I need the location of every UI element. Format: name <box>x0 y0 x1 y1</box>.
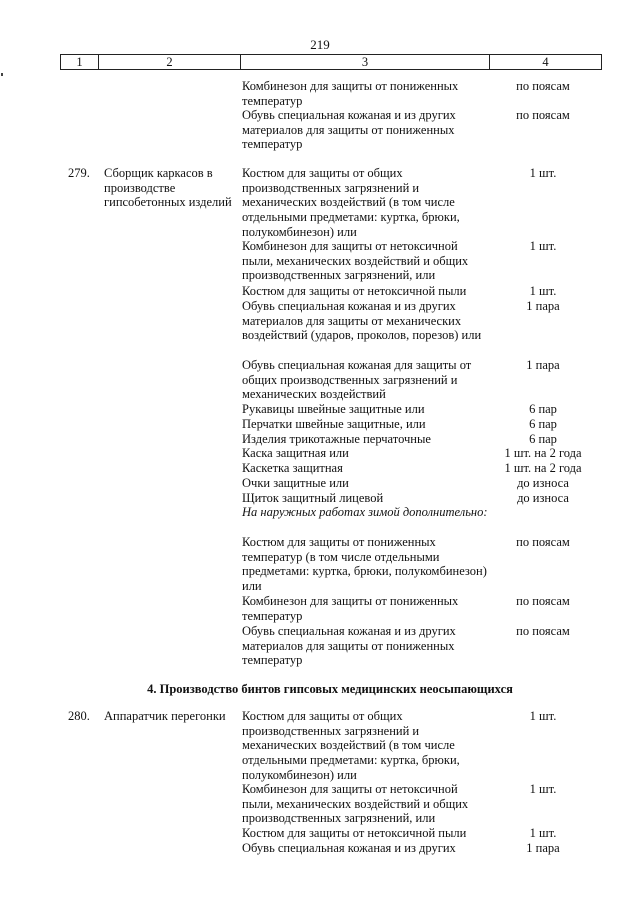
item-norm: по поясам <box>516 79 570 93</box>
item-norm: до износа <box>517 476 569 490</box>
item-norm: по поясам <box>516 108 570 122</box>
item-text: Костюм для защиты от нетоксичной пыли <box>242 826 467 840</box>
item-norm: 1 шт. на 2 года <box>504 461 582 475</box>
item-norm: 1 шт. <box>529 284 557 298</box>
item-text: Обувь специальная кожаная для защиты от общих производственных загрязнений и механических воздействий <box>242 358 472 402</box>
profession-name: Аппаратчик перегонки <box>104 709 226 723</box>
item-norm: 1 шт. <box>529 239 557 253</box>
item-text: Каскетка защитная <box>242 461 343 475</box>
entry-number: 280. <box>68 709 90 723</box>
header-col-3: 3 <box>241 55 490 69</box>
item-text: Рукавицы швейные защитные или <box>242 402 425 416</box>
item-norm: по поясам <box>516 594 570 608</box>
item-text: Обувь специальная кожаная и из других материалов для защиты от пониженных температур <box>242 108 456 152</box>
item-norm: по поясам <box>516 624 570 638</box>
item-text: Обувь специальная кожаная и из других материалов для защиты от пониженных температур <box>242 624 456 668</box>
item-text: Комбинезон для защиты от нетоксичной пыли, механических воздействий и общих производственных загрязнений, или <box>242 782 469 826</box>
item-norm: по поясам <box>516 535 570 549</box>
item-norm: 1 пара <box>526 299 560 313</box>
section-title: 4. Производство бинтов гипсовых медицинских неосыпающихся <box>147 682 513 696</box>
item-norm: 6 пар <box>529 402 557 416</box>
table-header <box>60 54 602 70</box>
item-text: Комбинезон для защиты от пониженных температур <box>242 594 459 623</box>
scan-mark <box>1 73 3 76</box>
item-text: Очки защитные или <box>242 476 349 490</box>
item-norm: 1 шт. <box>529 782 557 796</box>
winter-note: На наружных работах зимой дополнительно: <box>242 505 488 519</box>
item-norm: 1 пара <box>526 358 560 372</box>
item-norm: 1 шт. <box>529 826 557 840</box>
item-norm: 1 шт. на 2 года <box>504 446 582 460</box>
item-text: Комбинезон для защиты от нетоксичной пыли, механических воздействий и общих производственных загрязнений, или <box>242 239 469 283</box>
item-text: Костюм для защиты от общих производственных загрязнений и механических воздействий (в том числе отдельными предметами: куртка, брюки, полукомбинезон) или <box>242 709 460 782</box>
item-norm: 6 пар <box>529 417 557 431</box>
item-text: Обувь специальная кожаная и из других <box>242 841 456 855</box>
item-norm: 1 шт. <box>529 166 557 180</box>
item-text: Обувь специальная кожаная и из других материалов для защиты от механических воздействий (ударов, проколов, порезов) или <box>242 299 482 343</box>
item-text: Каска защитная или <box>242 446 349 460</box>
item-text: Изделия трикотажные перчаточные <box>242 432 431 446</box>
item-text: Перчатки швейные защитные, или <box>242 417 426 431</box>
item-text: Костюм для защиты от нетоксичной пыли <box>242 284 467 298</box>
page-number: 219 <box>310 37 330 52</box>
item-text: Костюм для защиты от пониженных температур (в том числе отдельными предметами: куртка, брюки, полукомбинезон) или <box>242 535 487 594</box>
item-text: Костюм для защиты от общих производственных загрязнений и механических воздействий (в том числе отдельными предметами: куртка, брюки, полукомбинезон) или <box>242 166 460 239</box>
item-norm: 1 шт. <box>529 709 557 723</box>
header-col-1: 1 <box>61 55 99 69</box>
header-col-2: 2 <box>99 55 241 69</box>
item-text: Комбинезон для защиты от пониженных температур <box>242 79 459 108</box>
entry-number: 279. <box>68 166 90 180</box>
item-norm: 1 пара <box>526 841 560 855</box>
item-norm: до износа <box>517 491 569 505</box>
item-text: Щиток защитный лицевой <box>242 491 384 505</box>
profession-name: Сборщик каркасов в производстве гипсобетонных изделий <box>104 166 232 210</box>
header-col-4: 4 <box>542 55 549 69</box>
item-norm: 6 пар <box>529 432 557 446</box>
